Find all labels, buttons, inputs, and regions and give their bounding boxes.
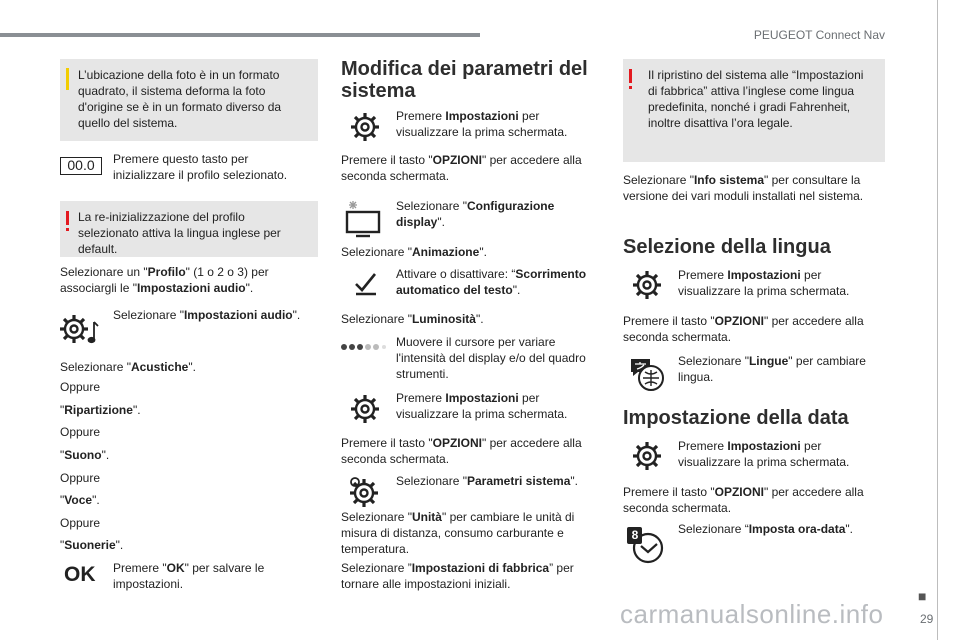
settings-gear-icon-3	[630, 268, 664, 302]
clock-icon	[626, 524, 666, 566]
page-marker: ■	[918, 588, 927, 604]
options-text-1: Premere il tasto "OPZIONI" per accedere alla seconda schermata.	[341, 153, 582, 183]
warning-marker-2	[629, 69, 632, 83]
profile-text: Selezionare un "Profilo" (1 o 2 o 3) per associargli le "Impostazioni audio".	[60, 265, 269, 295]
system-params-text: Selezionare "Parametri sistema".	[396, 474, 578, 488]
audio-settings-icon	[60, 312, 100, 346]
units-text: Selezionare "Unità" per cambiare le unità di misura di distanza, consumo carburante e temperatura.	[341, 510, 575, 556]
info-marker	[66, 68, 69, 90]
header-bar	[0, 33, 480, 37]
audio-settings-text: Selezionare "Impostazioni audio".	[113, 308, 301, 322]
language-text: Selezionare "Lingue" per cambiare lingua.	[678, 354, 866, 384]
factory-warning-note	[623, 59, 885, 162]
header-title: PEUGEOT Connect Nav	[753, 28, 885, 42]
factory-warning-text: Il ripristino del sistema alle “Impostazioni di fabbrica” attiva l’inglese come lingua predefinita, nonché i gradi Fahrenheit, inoltre disattiva l’ora legale.	[648, 68, 864, 130]
checkbox-icon	[354, 270, 378, 296]
settings-text-4: Premere Impostazioni per visualizzare la prima schermata.	[678, 439, 850, 469]
settings-text-2: Premere Impostazioni per visualizzare la prima schermata.	[396, 391, 568, 421]
warning-note	[60, 201, 318, 257]
settings-text-3: Premere Impostazioni per visualizzare la prima schermata.	[678, 268, 850, 298]
auto-scroll-text: Attivare o disattivare: “Scorrimento automatico del testo".	[396, 267, 587, 297]
warning-note-text: La re-inizializzazione del profilo selezionato attiva la lingua inglese per default.	[78, 210, 281, 256]
warning-marker	[66, 211, 69, 225]
settings-gear-icon	[348, 110, 382, 144]
animation-text: Selezionare "Animazione".	[341, 245, 487, 259]
options-text-3: Premere il tasto "OPZIONI" per accedere alla seconda schermata.	[623, 314, 864, 344]
info-note-text: L’ubicazione della foto è in un formato quadrato, il sistema deforma la foto d'origine se è in un formato diverso da quello del sistema.	[78, 68, 282, 130]
factory-reset-text: Selezionare ”Impostazioni di fabbrica” per tornare alle impostazioni iniziali.	[341, 561, 574, 591]
option-voce: "Voce".	[60, 493, 100, 507]
settings-gear-icon-4	[630, 439, 664, 473]
oppure-1: Oppure	[60, 380, 101, 394]
badge-8: 8	[631, 528, 639, 542]
acoustics-text: Selezionare "Acustiche".	[60, 360, 196, 374]
oppure-2: Oppure	[60, 425, 101, 439]
info-note	[60, 59, 318, 141]
option-suonerie: "Suonerie".	[60, 538, 124, 552]
system-params-gears-icon	[346, 476, 382, 510]
page-edge-rule	[937, 0, 938, 640]
language-icon	[628, 356, 666, 392]
brightness-desc: Muovere il cursore per variare l'intensità del display e/o del quadro strumenti.	[396, 335, 586, 381]
heading-system-params: Modifica dei parametri del sistema	[341, 58, 588, 102]
oppure-3: Oppure	[60, 471, 101, 485]
brightness-slider-icon	[340, 342, 386, 352]
system-info-text: Selezionare "Info sistema" per consultare la versione dei vari moduli installati nel sistema.	[623, 173, 864, 203]
set-date-text: Selezionare “Imposta ora-data".	[678, 522, 853, 536]
page-number: 29	[920, 612, 934, 626]
settings-text-1: Premere Impostazioni per visualizzare la prima schermata.	[396, 109, 568, 139]
ok-button-icon: OK	[64, 563, 96, 586]
reset-text: Premere questo tasto per inizializzare il profilo selezionato.	[113, 152, 288, 182]
display-config-icon	[344, 200, 384, 238]
heading-language: Selezione della lingua	[623, 236, 831, 258]
option-ripartizione: "Ripartizione".	[60, 403, 141, 417]
settings-gear-icon-2	[348, 392, 382, 426]
oppure-4: Oppure	[60, 516, 101, 530]
options-text-2: Premere il tasto "OPZIONI" per accedere alla seconda schermata.	[341, 436, 582, 466]
option-suono: "Suono".	[60, 448, 110, 462]
heading-date: Impostazione della data	[623, 407, 849, 429]
watermark: carmanualsonline.info	[620, 599, 884, 629]
reset-button-icon: 00.0	[60, 157, 102, 175]
options-text-4: Premere il tasto "OPZIONI" per accedere alla seconda schermata.	[623, 485, 864, 515]
brightness-text: Selezionare "Luminosità".	[341, 312, 484, 326]
ok-text: Premere "OK" per salvare le impostazioni.	[113, 561, 265, 591]
display-config-text: Selezionare "Configurazione display".	[396, 199, 555, 229]
